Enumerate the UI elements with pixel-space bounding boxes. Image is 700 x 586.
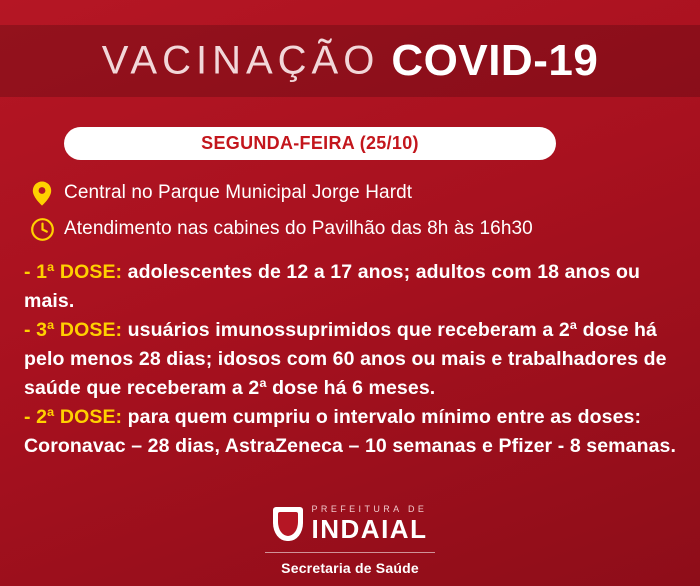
dose-1-text: adolescentes de 12 a 17 anos; adultos com 18 anos ou mais. [24, 261, 641, 312]
location-line [30, 180, 412, 206]
hours-line [30, 216, 533, 242]
hours-text: Atendimento nas cabines do Pavilhão das 8h às 16h30 [64, 218, 533, 239]
logo-text [312, 505, 428, 542]
dose-item-2 [24, 316, 684, 403]
department-label: Secretaria de Saúde [281, 559, 419, 576]
weekday-badge-label: SEGUNDA-FEIRA (25/10) [201, 133, 419, 153]
prefecture-logo [273, 505, 428, 542]
location-text: Central no Parque Municipal Jorge Hardt [64, 182, 413, 203]
dose-item-3 [24, 403, 684, 461]
dose-2-text: para quem cumpriu o intervalo mínimo entre as doses: Coronavac – 28 dias, AstraZeneca – 10 semanas e Pfizer - 8 semanas. [24, 406, 676, 457]
map-pin-icon [30, 180, 54, 206]
footer [0, 505, 700, 576]
dose-3-text: usuários imunossuprimidos que receberam a 2ª dose há pelo menos 28 dias; idosos com 60 anos ou mais e trabalhadores de saúde que receberam a 2ª dose há 6 meses. [24, 319, 667, 399]
dose-3-label: - 3ª DOSE: [24, 319, 123, 341]
footer-divider [265, 552, 435, 553]
dose-2-label: - 2ª DOSE: [24, 406, 123, 428]
doses-list [24, 258, 684, 461]
city-crest-icon [273, 507, 303, 541]
prefecture-label: PREFEITURA DE [311, 504, 428, 514]
page-title [0, 36, 700, 86]
title-covid: COVID-19 [391, 36, 599, 85]
city-name: INDAIAL [311, 514, 428, 544]
dose-item-1 [24, 258, 684, 316]
dose-1-label: - 1ª DOSE: [24, 261, 123, 283]
weekday-badge [64, 127, 556, 160]
title-vaccination: VACINAÇÃO [101, 38, 380, 83]
clock-icon [30, 216, 54, 242]
